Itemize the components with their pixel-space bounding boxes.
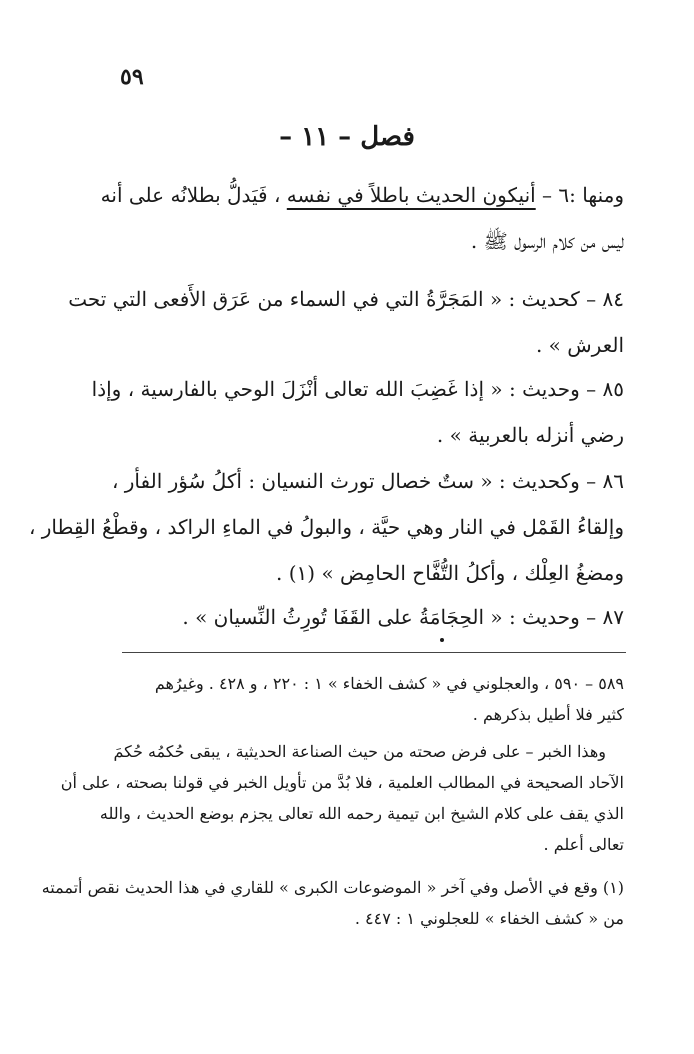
hadith-87-line-1: ٨٧ – وحديث : « الحِجَامَةُ على القَفَا تُورِثُ النِّسيان » . [182,605,624,629]
hadith-85-line-2: رضي أنزله بالعربية » . [436,423,624,447]
footnote-1-line-1: ٥٨٩ – ٥٩٠ ، والعجلوني في « كشف الخفاء » ١ : ٢٢٠ ، و ٤٢٨ . وغيرُهم [154,674,624,693]
hadith-85 [76,366,624,458]
footnote-divider [122,652,626,653]
footnote-3-line-1: (١) وقع في الأصل وفي آخر « الموضوعات الكبرى » للقاري في هذا الحديث نقص أتممته [41,878,624,897]
hadith-85-line-1: ٨٥ – وحديث : « إذا غَضِبَ الله تعالى أنْزَلَ الوحي بالفارسية ، وإذا [91,377,624,401]
hadith-84-line-1: ٨٤ – كحديث : « المَجَرَّةُ التي في السماء من عَرَق الأَفعى التي تحت [68,287,624,311]
footnote-2-line-4: تعالى أعلم . [543,835,624,854]
intro-underlined-text: أنيكون الحديث باطلاً في نفسه [286,183,536,207]
intro-paragraph [76,172,624,264]
footnote-1-note [41,872,624,934]
footnote-3-line-2: من « كشف الخفاء » للعجلوني ١ : ٤٤٧ . [354,909,624,928]
intro-prefix: ومنها :٦ – [535,183,624,207]
footnote-commentary [60,736,624,860]
footnote-2-line-3: الذي يقف على كلام الشيخ ابن تيمية رحمه الله تعالى يجزم بوضع الحديث ، والله [99,804,624,823]
intro-suffix: ، فَيَدلُّ بطلانُه على أنه [100,183,287,207]
footnote-1-line-2: كثير فلا أطيل بذكرهم . [472,705,624,724]
hadith-84 [68,276,624,368]
hadith-86-line-1: ٨٦ – وكحديث : « ستٌ خصال تورث النسيان : أكلُ سُؤر الفأر ، [111,469,624,493]
separator-dot [440,638,444,642]
chapter-title: فصل – ١١ – [279,122,415,152]
hadith-86-line-3: ومضغُ العِلْك ، وأكلُ التُّفَّاح الحامِض » (١) . [276,561,624,585]
hadith-86 [28,458,624,596]
page-number: ٥٩ [120,64,144,90]
footnote-continuation [68,668,624,730]
intro-line-2: ليس من كلام الرسول ﷺ . [470,229,624,253]
hadith-86-line-2: وإلقاءُ القَمْل في النار وهي حيَّة ، والبولُ في الماءِ الراكد ، وقطْعُ القِطار ، [28,515,624,539]
footnote-2-line-2: الآحاد الصحيحة في المطالب العلمية ، فلا بُدَّ من تأويل الخبر في قولنا بصحته ، على أن [60,773,624,792]
intro-line-1 [76,172,624,218]
hadith-84-line-2: العرش » . [535,333,624,357]
hadith-87 [76,594,624,640]
footnote-2-line-1: وهذا الخبر – على فرض صحته من حيث الصناعة الحديثية ، يبقى حُكمُه حُكمَ [113,742,606,761]
